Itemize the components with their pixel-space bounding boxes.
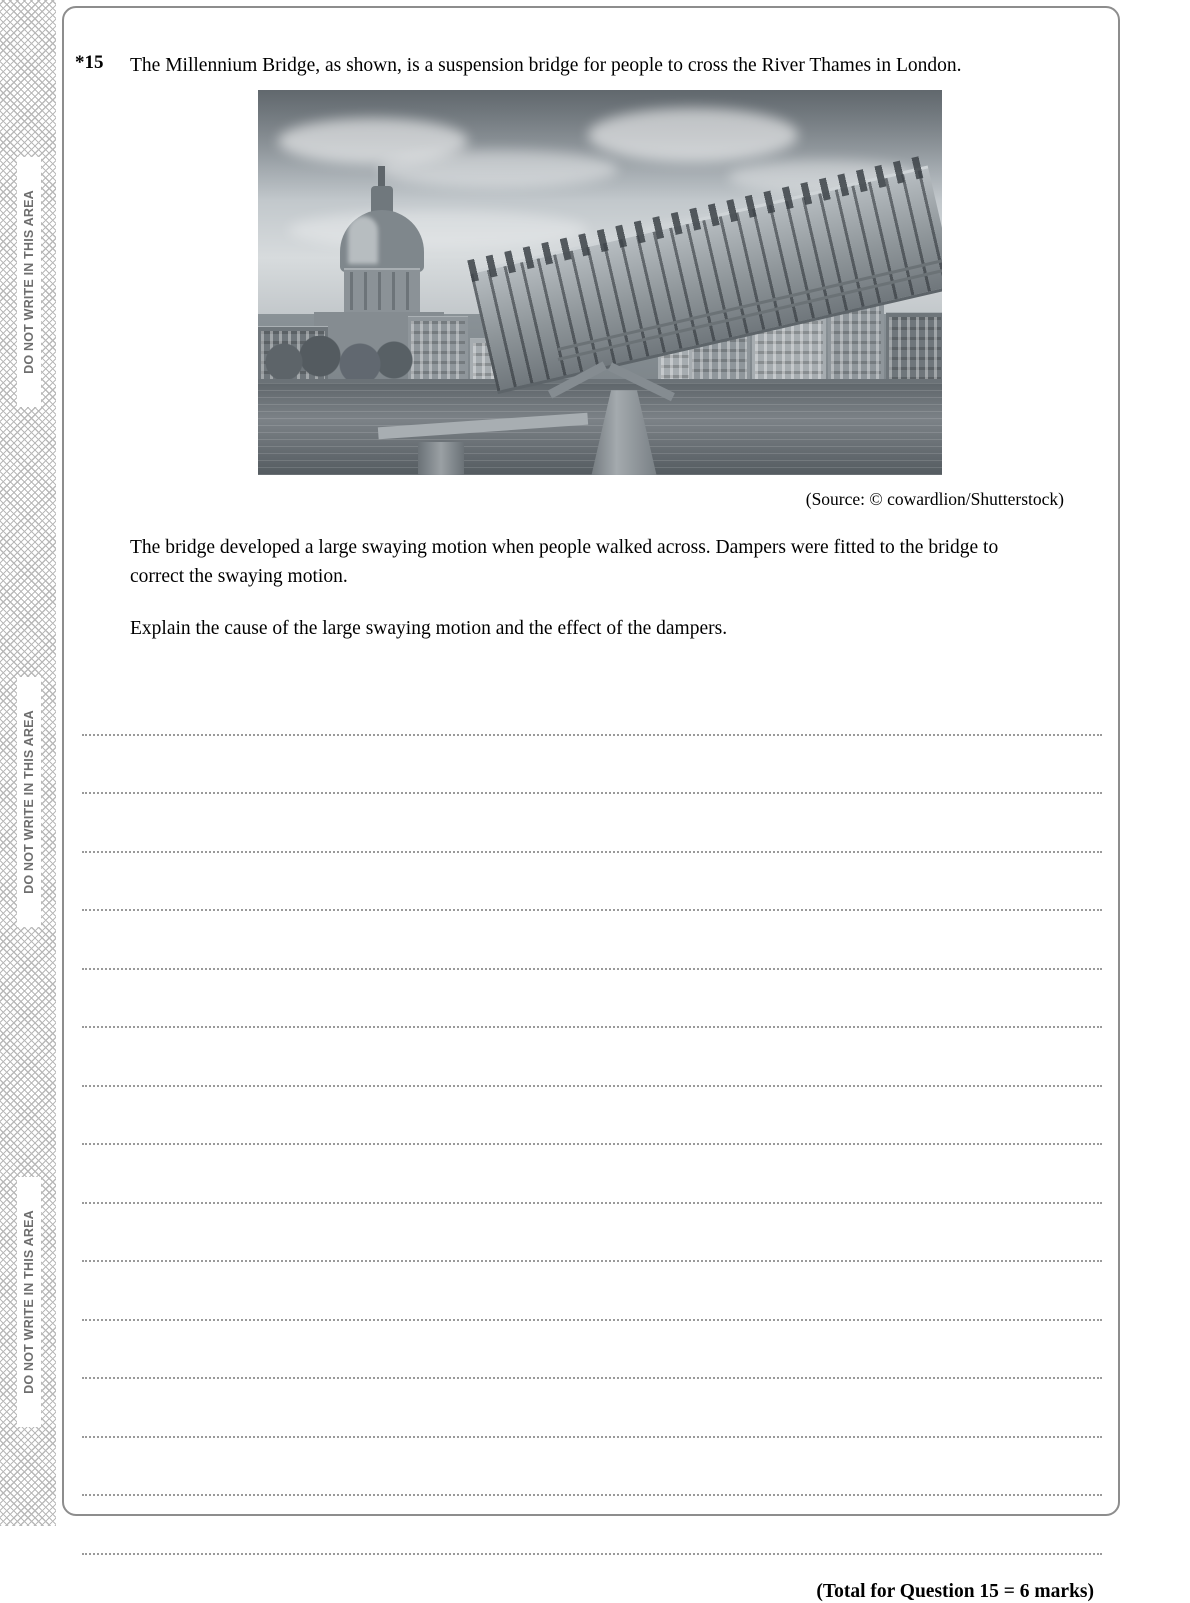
- answer-line[interactable]: [82, 1087, 1102, 1146]
- bridge-pier-far: [418, 442, 464, 475]
- figure-source: (Source: © cowardlion/Shutterstock): [805, 489, 1064, 510]
- figure-container: [72, 90, 1112, 475]
- question-paragraph-1: The bridge developed a large swaying motion when people walked across. Dampers were fitted to the bridge to correct the swaying motion.: [130, 537, 999, 587]
- question-stem: The Millennium Bridge, as shown, is a suspension bridge for people to cross the River Thames in London.: [130, 55, 962, 76]
- millennium-bridge-photo: [258, 90, 942, 475]
- photo-cloud: [378, 150, 618, 188]
- answer-line[interactable]: [82, 1204, 1102, 1263]
- answer-line[interactable]: [82, 1028, 1102, 1087]
- margin-warning-text: DO NOT WRITE IN THIS AREA: [17, 677, 41, 927]
- answer-line[interactable]: [82, 677, 1102, 736]
- cathedral-column: [364, 272, 367, 310]
- margin-warning-text: DO NOT WRITE IN THIS AREA: [17, 1177, 41, 1427]
- do-not-write-margin-strip: [0, 0, 56, 1526]
- cathedral-column: [406, 272, 409, 310]
- cathedral-column: [392, 272, 395, 310]
- answer-line[interactable]: [82, 1496, 1102, 1555]
- cathedral-dome-highlight: [348, 216, 378, 264]
- question-content: [72, 14, 1112, 1602]
- margin-warning-text: DO NOT WRITE IN THIS AREA: [17, 157, 41, 407]
- answer-line[interactable]: [82, 970, 1102, 1029]
- cathedral-cross-icon: [378, 166, 385, 188]
- question-number: *15: [75, 52, 104, 73]
- answer-line[interactable]: [82, 1321, 1102, 1380]
- answer-line[interactable]: [82, 736, 1102, 795]
- question-total-marks: (Total for Question 15 = 6 marks): [816, 1580, 1094, 1602]
- answer-line[interactable]: [82, 853, 1102, 912]
- answer-line[interactable]: [82, 1438, 1102, 1497]
- cathedral-column: [378, 272, 381, 310]
- answer-line[interactable]: [82, 794, 1102, 853]
- question-paragraph-2: Explain the cause of the large swaying motion and the effect of the dampers.: [130, 617, 728, 639]
- photo-cloud: [588, 108, 798, 162]
- answer-line[interactable]: [82, 911, 1102, 970]
- answer-line[interactable]: [82, 1145, 1102, 1204]
- answer-line[interactable]: [82, 1379, 1102, 1438]
- answer-lines[interactable]: [72, 677, 1112, 1555]
- answer-line[interactable]: [82, 1262, 1102, 1321]
- question-header: [72, 52, 1112, 80]
- cathedral-column: [350, 272, 353, 310]
